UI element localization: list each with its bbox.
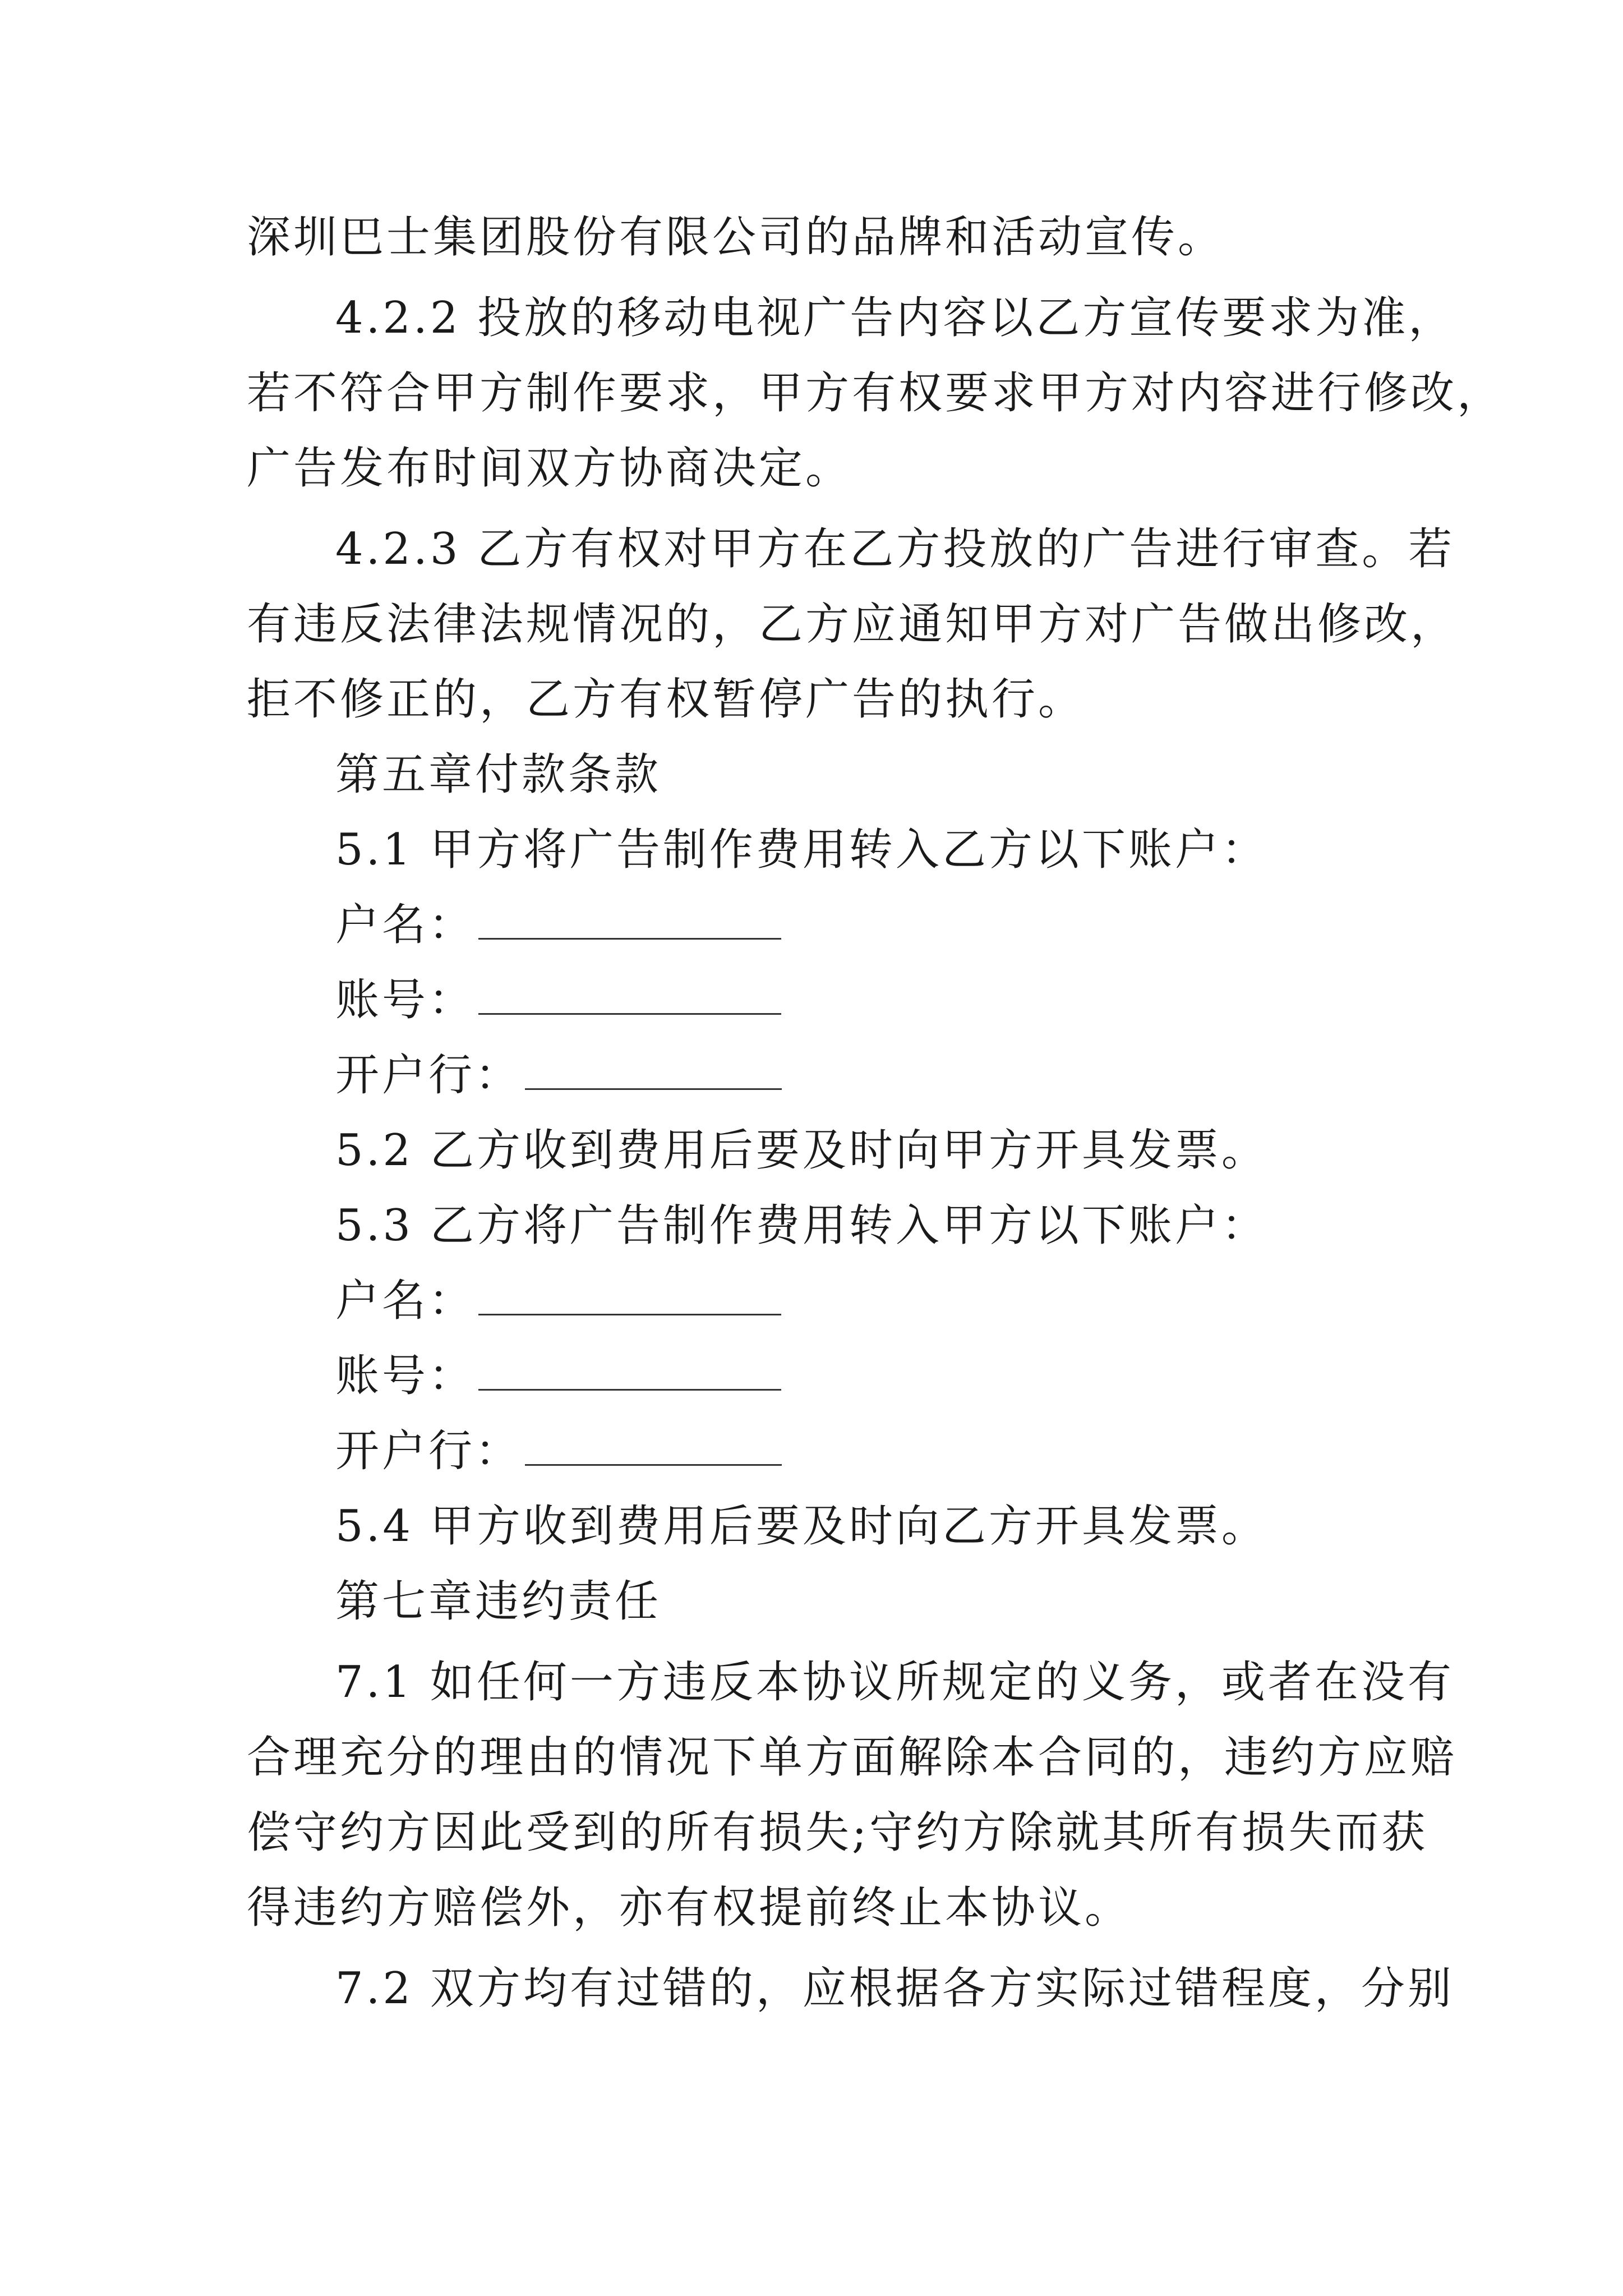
bank-field [335,1420,782,1482]
account-number-label: 账号： [335,975,476,1025]
fill-in-blank [525,1088,782,1090]
chapter-heading-7: 第七章违约责任 [335,1576,662,1627]
paragraph-line: 得违约方赔偿外，亦有权提前终止本协议。 [247,1883,1132,1933]
clause-5-4: 5.4 甲方收到费用后要及时向乙方开具发票。 [335,1501,1268,1552]
paragraph-line: 有违反法律法规情况的，乙方应通知甲方对广告做出修改， [247,599,1458,650]
paragraph-line: 深圳巴士集团股份有限公司的品牌和活动宣传。 [247,212,1225,263]
clause-7-2: 7.2 双方均有过错的，应根据各方实际过错程度，分别 [335,1963,1454,2014]
account-name-label: 户名： [335,1276,476,1326]
clause-5-3: 5.3 乙方将广告制作费用转入甲方以下账户： [335,1200,1268,1251]
paragraph-line: 拒不修正的，乙方有权暂停广告的执行。 [247,674,1085,725]
account-name-field [335,1270,781,1332]
fill-in-blank [478,1013,781,1015]
bank-label: 开户行： [335,1426,522,1476]
fill-in-blank [478,937,781,940]
account-name-field [335,894,781,956]
fill-in-blank [478,1388,781,1391]
paragraph-line: 若不符合甲方制作要求，甲方有权要求甲方对内容进行修改， [247,368,1504,418]
fill-in-blank [478,1313,781,1315]
clause-5-1: 5.1 甲方将广告制作费用转入乙方以下账户： [335,825,1268,875]
account-number-field [335,1345,781,1407]
paragraph-line: 合理充分的理由的情况下单方面解除本合同的，违约方应赔 [247,1732,1458,1783]
clause-4-2-2: 4.2.2 投放的移动电视广告内容以乙方宣传要求为准， [335,293,1455,343]
fill-in-blank [525,1464,782,1466]
account-number-label: 账号： [335,1351,476,1401]
account-name-label: 户名： [335,900,476,950]
chapter-heading-5: 第五章付款条款 [335,749,662,800]
clause-4-2-3: 4.2.3 乙方有权对甲方在乙方投放的广告进行审查。若 [335,524,1455,574]
bank-field [335,1045,782,1106]
paragraph-line: 广告发布时间双方协商决定。 [247,443,852,494]
clause-5-2: 5.2 乙方收到费用后要及时向甲方开具发票。 [335,1125,1268,1176]
clause-7-1: 7.1 如任何一方违反本协议所规定的义务，或者在没有 [335,1657,1454,1708]
bank-label: 开户行： [335,1050,522,1101]
paragraph-line: 偿守约方因此受到的所有损失;守约方除就其所有损失而获 [247,1807,1428,1858]
account-number-field [335,969,781,1031]
